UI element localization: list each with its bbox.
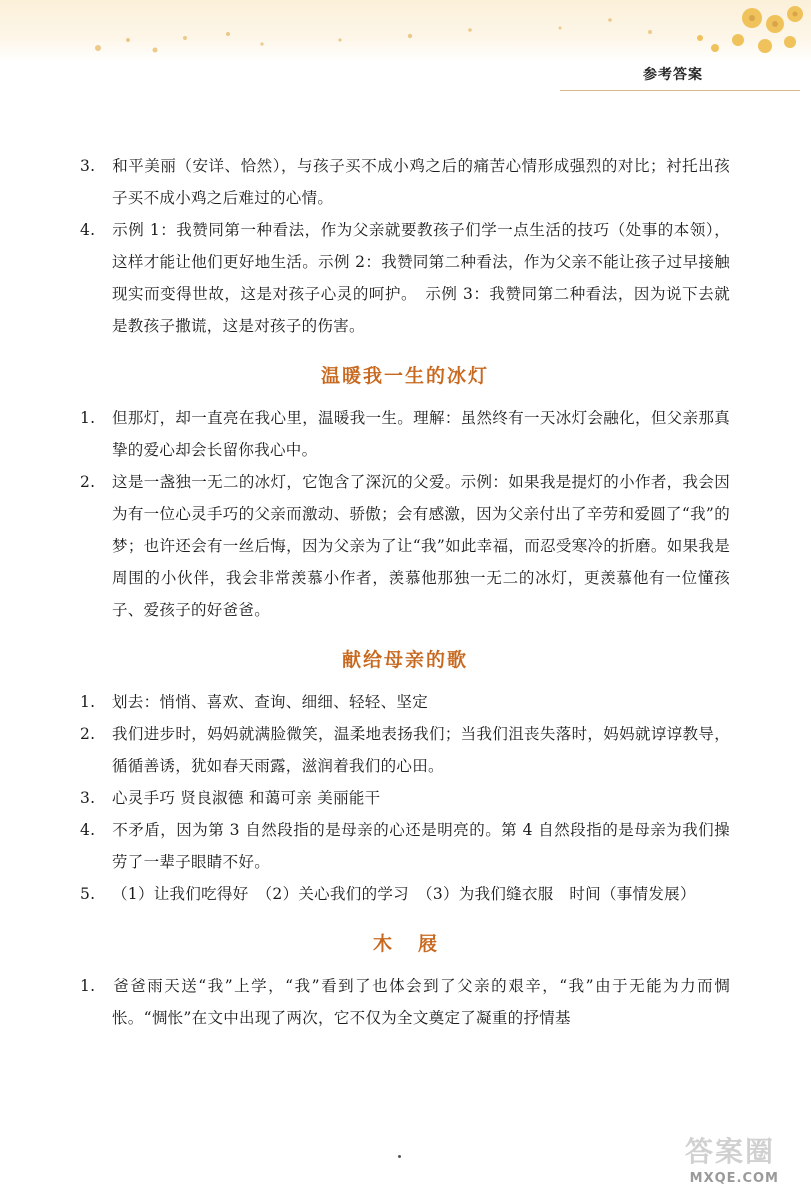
item-text: 划去：悄悄、喜欢、查询、细细、轻轻、坚定	[112, 693, 429, 711]
watermark-logo: 答案圈	[684, 1135, 775, 1168]
item-text: 爸爸雨天送“我”上学，“我”看到了也体会到了父亲的艰辛，“我”由于无能为力而惆怅。“惆怅”在文中出现了两次，它不仅为全文奠定了凝重的抒情基	[112, 977, 730, 1027]
item-number: 1.	[80, 693, 96, 711]
list-item	[80, 150, 730, 214]
watermark	[667, 1134, 797, 1194]
page-mark	[398, 1155, 401, 1158]
page-header-title: 参考答案	[643, 67, 703, 83]
list-item	[80, 782, 730, 814]
item-number: 3.	[80, 157, 96, 175]
list-item	[80, 466, 730, 626]
item-number: 4.	[80, 821, 96, 839]
list-item	[80, 814, 730, 878]
item-text: 不矛盾，因为第 3 自然段指的是母亲的心还是明亮的。第 4 自然段指的是母亲为我们操劳了一辈子眼睛不好。	[112, 821, 730, 871]
item-number: 2.	[80, 725, 96, 743]
item-text: 示例 1：我赞同第一种看法，作为父亲就要教孩子们学一点生活的技巧（处事的本领），这样才能让他们更好地生活。示例 2：我赞同第二种看法，作为父亲不能让孩子过早接触现实而变得世故，这是对孩子心灵的呵护。 示例 3：我赞同第二种看法，因为说下去就是教孩子撒谎，这是对孩子的伤害。	[112, 221, 730, 335]
list-item	[80, 878, 730, 910]
section-title: 木屐	[372, 933, 463, 955]
section-title: 献给母亲的歌	[341, 649, 468, 671]
item-text: （1）让我们吃得好 （2）关心我们的学习 （3）为我们缝衣服 时间（事情发展）	[112, 885, 696, 903]
item-number: 5.	[80, 885, 96, 903]
watermark-url: MXQE.COM	[689, 1171, 779, 1186]
header-divider	[560, 90, 800, 91]
section-title: 温暖我一生的冰灯	[320, 365, 489, 387]
item-text: 心灵手巧 贤良淑德 和蔼可亲 美丽能干	[112, 789, 381, 807]
item-number: 3.	[80, 789, 96, 807]
list-item	[80, 686, 730, 718]
item-text: 但那灯，却一直亮在我心里，温暖我一生。理解：虽然终有一天冰灯会融化，但父亲那真挚的爱心却会长留你我心中。	[112, 409, 730, 459]
item-number: 1.	[80, 977, 96, 995]
item-number: 4.	[80, 221, 96, 239]
item-text: 我们进步时，妈妈就满脸微笑，温柔地表扬我们；当我们沮丧失落时，妈妈就谆谆教导，循循善诱，犹如春天雨露，滋润着我们的心田。	[112, 725, 730, 775]
answer-content	[80, 150, 730, 1034]
list-item	[80, 970, 730, 1034]
list-item	[80, 402, 730, 466]
item-number: 2.	[80, 473, 96, 491]
list-item	[80, 718, 730, 782]
item-text: 和平美丽（安详、恰然），与孩子买不成小鸡之后的痛苦心情形成强烈的对比；衬托出孩子买不成小鸡之后难过的心情。	[112, 157, 730, 207]
floral-decoration	[0, 0, 811, 62]
item-text: 这是一盏独一无二的冰灯，它饱含了深沉的父爱。示例：如果我是提灯的小作者，我会因为有一位心灵手巧的父亲而激动、骄傲；会有感激，因为父亲付出了辛劳和爱圆了“我”的梦；也许还会有一丝后悔，因为父亲为了让“我”如此幸福，而忍受寒冷的折磨。如果我是周围的小伙伴，我会非常羡慕小作者，羡慕他那独一无二的冰灯，更羡慕他有一位懂孩子、爱孩子的好爸爸。	[112, 473, 730, 619]
list-item	[80, 214, 730, 342]
item-number: 1.	[80, 409, 96, 427]
